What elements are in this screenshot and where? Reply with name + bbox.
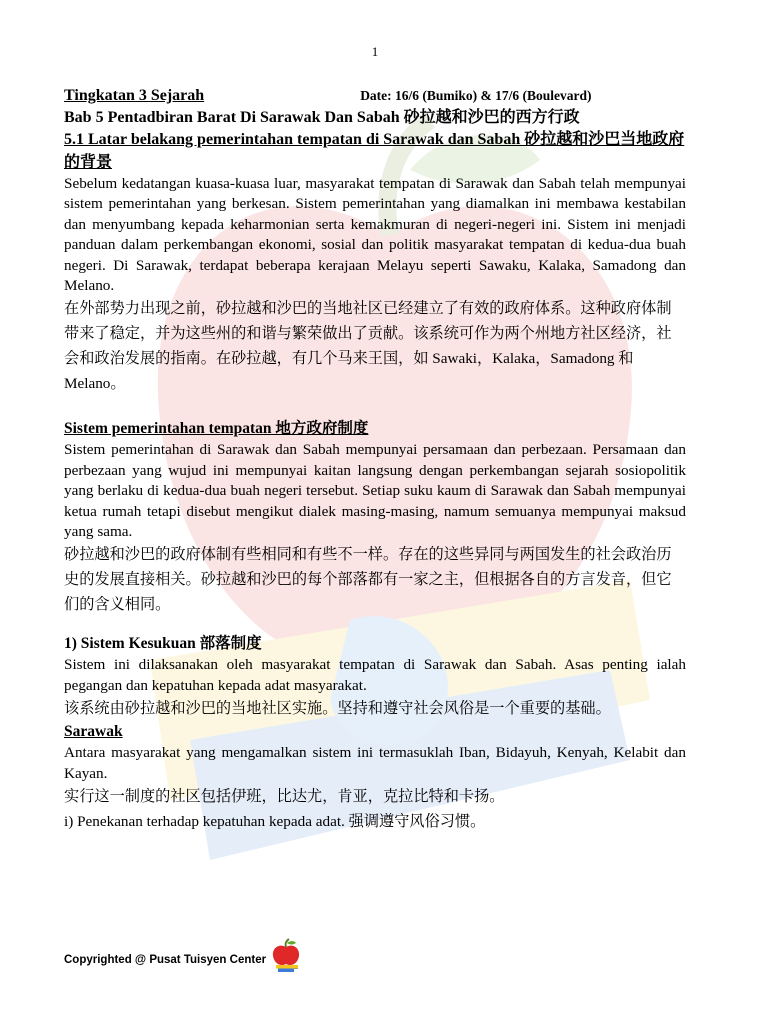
document-content [64, 87, 686, 834]
chapter-title: Bab 5 Pentadbiran Barat Di Sarawak Dan Sabah 砂拉越和沙巴的西方行政 [64, 109, 580, 126]
section-5-1-paragraph-zh: 在外部势力出现之前，砂拉越和沙巴的当地社区已经建立了有效的政府体系。这种政府体制带来了稳定，并为这些州的和谐与繁荣做出了贡献。该系统可作为两个州地方社区经济，社会和政治发展的指南。在砂拉越，有几个马来王国，如 Sawaki，Kalaka，Samadong 和 Melano。 [64, 300, 672, 393]
sistem-kesukuan-paragraph-zh: 该系统由砂拉越和沙巴的当地社区实施。坚持和遵守社会风俗是一个重要的基础。 [64, 700, 611, 718]
sarawak-paragraph-ms: Antara masyarakat yang mengamalkan sistem ini termasuklah Iban, Bidayuh, Kenyah, Kelabit dan Kayan. [64, 744, 686, 782]
section-title-5-1: 5.1 Latar belakang pemerintahan tempatan di Sarawak dan Sabah 砂拉越和沙巴当地政府的背景 [64, 131, 685, 171]
sistem-pemerintahan-paragraph-zh: 砂拉越和沙巴的政府体制有些相同和有些不一样。存在的这些异同与两国发生的社会政治历史的发展直接相关。砂拉越和沙巴的每个部落都有一家之主，但根据各自的方言发音，但它们的含义相同。 [64, 546, 672, 614]
section-5-1-paragraph-ms: Sebelum kedatangan kuasa-kuasa luar, masyarakat tempatan di Sarawak dan Sabah telah mempunyai sistem pemerintahan yang berkesan. Sistem pemerintahan yang diamalkan ini membawa kestabilan dan menyumbang kepada keharmonian serta kemakmuran di negeri-negeri ini. Sistem ini menjadi panduan dalam perkembangan ekonomi, sosial dan politik masyarakat tempatan di kedua-dua buah negeri. Di Sarawak, terdapat beberapa kerajaan Melayu seperti Sawaku, Kalaka, Samadong dan Melano. [64, 175, 686, 295]
heading-sistem-kesukuan: 1) Sistem Kesukuan 部落制度 [64, 635, 262, 653]
document-header [64, 87, 686, 107]
form-title: Tingkatan 3 Sejarah [64, 87, 205, 104]
sistem-pemerintahan-paragraph-ms: Sistem pemerintahan di Sarawak dan Sabah mempunyai persamaan dan perbezaan. Persamaan dan perbezaan yang wujud ini mempunyai kaitan langsung dengan perkembangan sejarah sosiopolitik yang berlaku di kedua-dua buah negeri tersebut. Setiap suku kaum di Sarawak dan Sabah mempunyai ketua rumah tetapi disebut mengikut dialek masing-masing, namum semuanya mempunyai maksud yang sama. [64, 441, 686, 541]
page-number: 1 [371, 44, 379, 59]
copyright-text: Copyrighted @ Pusat Tuisyen Center [64, 954, 267, 966]
sistem-kesukuan-paragraph-ms: Sistem ini dilaksanakan oleh masyarakat tempatan di Sarawak dan Sabah. Asas penting ialah pegangan dan kepatuhan kepada adat masyarakat. [64, 656, 686, 694]
sarawak-point-1: i) Penekanan terhadap kepatuhan kepada adat. 强调遵守风俗习惯。 [64, 813, 486, 831]
sarawak-paragraph-zh: 实行这一制度的社区包括伊班，比达尤，肯亚，克拉比特和卡扬。 [64, 788, 505, 806]
heading-sistem-pemerintahan: Sistem pemerintahan tempatan 地方政府制度 [64, 420, 369, 438]
lesson-date: Date: 16/6 (Bumiko) & 17/6 (Boulevard) [360, 88, 592, 103]
heading-sarawak: Sarawak [64, 723, 123, 741]
apple-books-logo-icon [270, 938, 304, 974]
page-footer [64, 946, 304, 974]
